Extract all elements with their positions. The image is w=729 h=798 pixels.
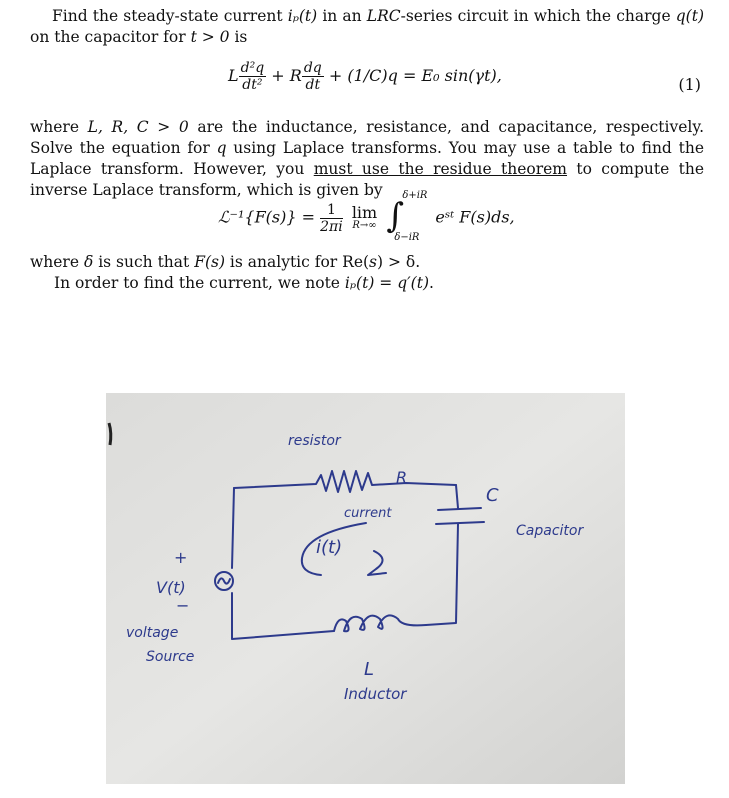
label-L: L xyxy=(364,659,375,680)
label-voltage: voltage xyxy=(126,625,179,641)
parameter-vars: L, R, C > 0 xyxy=(87,118,189,136)
intro-text: is xyxy=(229,28,248,46)
label-plus: + xyxy=(174,548,188,567)
charge-symbol: q(t) xyxy=(675,7,704,25)
intro-text: Find the steady-state current xyxy=(52,7,288,25)
time-condition: t > 0 xyxy=(190,28,230,46)
intro-text: in an xyxy=(317,7,367,25)
label-resistor: resistor xyxy=(288,433,341,449)
label-minus: − xyxy=(176,596,190,615)
eq1-second-derivative: $\frac{\text{d²q}}{\text{dt²}}$ xyxy=(240,60,265,93)
eq1-rest: + (1/C)q = E₀ sin(γt), xyxy=(328,66,502,85)
label-v-t: V(t) xyxy=(156,578,186,597)
circuit-sketch-photo xyxy=(106,393,625,784)
label-source: Source xyxy=(146,649,195,665)
intro-text: on the capacitor for xyxy=(30,28,191,46)
eq2-limit: lim R→∞ xyxy=(351,203,378,231)
paragraph-2: where L, R, C > 0 are the inductance, resistance, and capacitance, respectively. Solve the equation for q using Laplace transforms. You may use a table to find the Laplace transform. However, you must use the residue theorem to compute the inverse Laplace transform, which is given by xyxy=(30,118,705,199)
eq1-first-derivative: $\frac{dq}{dt}$ xyxy=(303,60,322,93)
current-relation: iₚ(t) = q′(t) xyxy=(344,274,429,292)
equation-number: (1) xyxy=(678,75,701,94)
label-R: R xyxy=(396,468,408,487)
eq2-integrand: eˢᵗ F(s)ds, xyxy=(435,207,515,227)
current-symbol: iₚ(t) xyxy=(287,7,318,25)
label-capacitor: Capacitor xyxy=(516,523,584,539)
problem-statement xyxy=(30,6,704,48)
integral-sign: ∫ xyxy=(386,196,405,236)
intro-text: -series circuit in which the charge xyxy=(400,7,676,25)
paragraph-3: where δ is such that F(s) is analytic for Re(s) > δ. xyxy=(30,253,421,271)
equation-inverse-laplace xyxy=(218,190,515,243)
lrc-symbol: LRC xyxy=(366,7,401,25)
eq2-lhs: ℒ⁻¹{F(s)} = xyxy=(218,207,316,227)
label-inductor: Inductor xyxy=(344,685,407,703)
label-i-t: i(t) xyxy=(316,537,343,558)
page-edge-mark xyxy=(109,423,111,445)
eq2-integral: ∫ δ+iR δ−iR xyxy=(386,190,428,243)
eq1-L: L xyxy=(228,66,239,85)
eq1-plus-R: + R xyxy=(271,66,302,85)
paragraph-4: In order to find the current, we note iₚ(t) = q′(t). xyxy=(54,274,434,292)
label-current: current xyxy=(344,506,392,521)
eq2-fraction: $\frac{1}{2\pi i}$ xyxy=(320,201,343,235)
equation-1 xyxy=(228,60,502,93)
label-C: C xyxy=(486,485,499,506)
underlined-instruction: must use the residue theorem xyxy=(313,160,568,178)
